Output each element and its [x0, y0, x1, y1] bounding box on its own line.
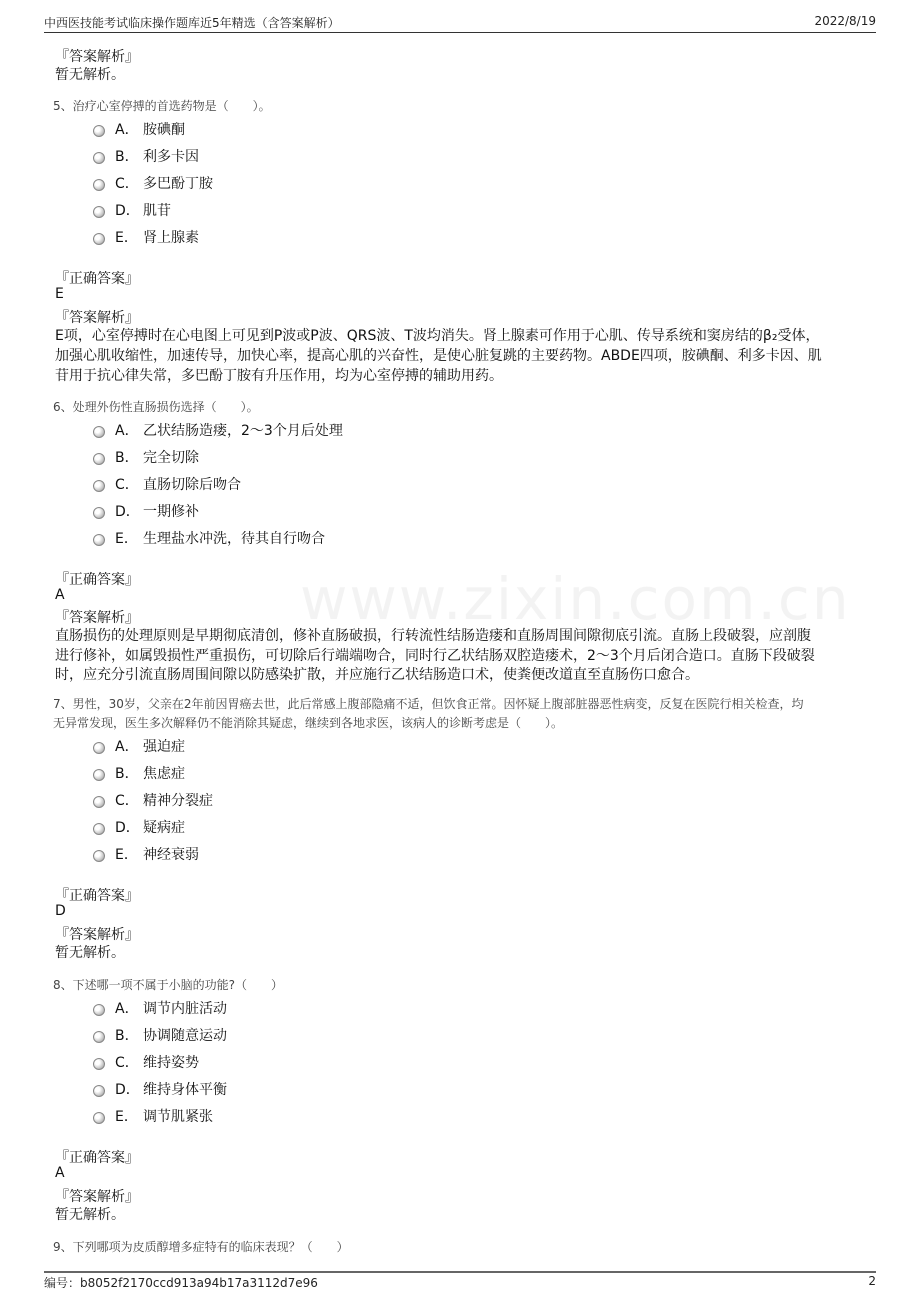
radio-button[interactable]: [93, 206, 105, 218]
option-letter: B．: [115, 149, 139, 165]
analysis-text: 加强心肌收缩性，加速传导，加快心率，提高心肌的兴奋性，是使心脏复跳的主要药物。ABDE四项，胺碘酮、利多卡因、肌: [55, 348, 822, 364]
option-letter: C．: [115, 793, 139, 809]
footer-divider: [44, 1271, 876, 1273]
option-text: 焦虑症: [143, 766, 185, 782]
answer-option[interactable]: [93, 447, 199, 467]
option-text: 乙状结肠造瘘，2～3个月后处理: [143, 423, 343, 439]
correct-answer-value: A: [55, 587, 65, 603]
option-text: 调节内脏活动: [143, 1001, 227, 1017]
radio-button[interactable]: [93, 1112, 105, 1124]
analysis-label: 『答案解析』: [55, 610, 139, 626]
option-text: 胺碘酮: [143, 122, 185, 138]
option-letter: B．: [115, 1028, 139, 1044]
correct-answer-label: 『正确答案』: [55, 1150, 139, 1166]
prev-analysis-label: 『答案解析』: [55, 49, 139, 65]
option-letter: C．: [115, 176, 139, 192]
option-text: 利多卡因: [143, 149, 199, 165]
question-stem: 5、治疗心室停搏的首选药物是（ ）。: [53, 99, 271, 113]
answer-option[interactable]: [93, 474, 241, 494]
option-letter: C．: [115, 1055, 139, 1071]
analysis-label: 『答案解析』: [55, 310, 139, 326]
option-letter: C．: [115, 477, 139, 493]
correct-answer-value: E: [55, 286, 64, 302]
option-letter: A．: [115, 739, 139, 755]
answer-option[interactable]: [93, 173, 213, 193]
radio-button[interactable]: [93, 125, 105, 137]
footer-page-number: 2: [868, 1274, 876, 1288]
radio-button[interactable]: [93, 850, 105, 862]
answer-option[interactable]: [93, 501, 199, 521]
answer-option[interactable]: [93, 763, 185, 783]
header-title: 中西医技能考试临床操作题库近5年精选（含答案解析）: [44, 16, 340, 30]
radio-button[interactable]: [93, 179, 105, 191]
analysis-text: E项，心室停搏时在心电图上可见到P波或P波、QRS波、T波均消失。肾上腺素可作用于心肌、传导系统和窦房结的β₂受体，: [55, 328, 820, 344]
radio-button[interactable]: [93, 1004, 105, 1016]
radio-button[interactable]: [93, 823, 105, 835]
answer-option[interactable]: [93, 528, 325, 548]
answer-option[interactable]: [93, 790, 213, 810]
analysis-label: 『答案解析』: [55, 927, 139, 943]
radio-button[interactable]: [93, 480, 105, 492]
radio-button[interactable]: [93, 152, 105, 164]
correct-answer-label: 『正确答案』: [55, 572, 139, 588]
answer-option[interactable]: [93, 1052, 199, 1072]
answer-option[interactable]: [93, 420, 343, 440]
option-letter: D．: [115, 504, 140, 520]
option-text: 神经衰弱: [143, 847, 199, 863]
analysis-text: 进行修补，如属毁损性严重损伤，可切除后行端端吻合，同时行乙状结肠双腔造瘘术，2～3个月后闭合造口。直肠下段破裂: [55, 648, 815, 664]
option-letter: E．: [115, 230, 138, 246]
prev-analysis-text: 暂无解析。: [55, 67, 125, 83]
question-stem: 无异常发现，医生多次解释仍不能消除其疑虑，继续到各地求医，该病人的诊断考虑是（ ）。: [53, 716, 564, 730]
option-letter: A．: [115, 1001, 139, 1017]
answer-option[interactable]: [93, 1025, 227, 1045]
answer-option[interactable]: [93, 1079, 227, 1099]
analysis-text: 直肠损伤的处理原则是早期彻底清创，修补直肠破损，行转流性结肠造瘘和直肠周围间隙彻底引流。直肠上段破裂，应剖腹: [55, 628, 811, 644]
answer-option[interactable]: [93, 119, 185, 139]
radio-button[interactable]: [93, 796, 105, 808]
option-text: 精神分裂症: [143, 793, 213, 809]
analysis-text: 时，应充分引流直肠周围间隙以防感染扩散，并应施行乙状结肠造口术，使粪便改道直至直肠伤口愈合。: [55, 667, 699, 683]
analysis-text: 暂无解析。: [55, 1207, 125, 1223]
answer-option[interactable]: [93, 998, 227, 1018]
option-text: 完全切除: [143, 450, 199, 466]
option-letter: E．: [115, 847, 138, 863]
option-text: 协调随意运动: [143, 1028, 227, 1044]
answer-option[interactable]: [93, 736, 185, 756]
option-text: 生理盐水冲洗，待其自行吻合: [143, 531, 325, 547]
answer-option[interactable]: [93, 1106, 213, 1126]
analysis-text: 暂无解析。: [55, 945, 125, 961]
correct-answer-label: 『正确答案』: [55, 888, 139, 904]
answer-option[interactable]: [93, 146, 199, 166]
option-text: 疑病症: [143, 820, 185, 836]
answer-option[interactable]: [93, 227, 199, 247]
option-letter: D．: [115, 203, 140, 219]
option-text: 多巴酚丁胺: [143, 176, 213, 192]
option-text: 调节肌紧张: [143, 1109, 213, 1125]
option-text: 维持姿势: [143, 1055, 199, 1071]
option-text: 一期修补: [143, 504, 199, 520]
correct-answer-value: D: [55, 903, 66, 919]
radio-button[interactable]: [93, 769, 105, 781]
option-letter: E．: [115, 1109, 138, 1125]
answer-option[interactable]: [93, 844, 199, 864]
radio-button[interactable]: [93, 453, 105, 465]
radio-button[interactable]: [93, 233, 105, 245]
radio-button[interactable]: [93, 1058, 105, 1070]
option-letter: B．: [115, 450, 139, 466]
option-letter: A．: [115, 122, 139, 138]
question-stem: 6、处理外伤性直肠损伤选择（ ）。: [53, 400, 259, 414]
question-stem: 8、下述哪一项不属于小脑的功能?（ ）: [53, 978, 284, 992]
radio-button[interactable]: [93, 742, 105, 754]
analysis-label: 『答案解析』: [55, 1189, 139, 1205]
option-letter: D．: [115, 820, 140, 836]
option-letter: B．: [115, 766, 139, 782]
header-date: 2022/8/19: [814, 14, 876, 28]
radio-button[interactable]: [93, 507, 105, 519]
question-stem: 9、下列哪项为皮质醇增多症特有的临床表现？（ ）: [53, 1240, 349, 1254]
analysis-text: 苷用于抗心律失常，多巴酚丁胺有升压作用，均为心室停搏的辅助用药。: [55, 368, 503, 384]
option-text: 直肠切除后吻合: [143, 477, 241, 493]
answer-option[interactable]: [93, 817, 185, 837]
radio-button[interactable]: [93, 1031, 105, 1043]
option-letter: A．: [115, 423, 139, 439]
radio-button[interactable]: [93, 426, 105, 438]
answer-option[interactable]: [93, 200, 171, 220]
header-divider: [44, 32, 876, 33]
option-text: 强迫症: [143, 739, 185, 755]
option-text: 维持身体平衡: [143, 1082, 227, 1098]
footer-code: 编号：b8052f2170ccd913a94b17a3112d7e96: [44, 1276, 318, 1290]
option-text: 肌苷: [143, 203, 171, 219]
correct-answer-label: 『正确答案』: [55, 271, 139, 287]
correct-answer-value: A: [55, 1165, 65, 1181]
question-stem: 7、男性，30岁，父亲在2年前因胃癌去世，此后常感上腹部隐痛不适，但饮食正常。因怀疑上腹部脏器恶性病变，反复在医院行相关检查，均: [53, 697, 804, 711]
option-text: 肾上腺素: [143, 230, 199, 246]
option-letter: D．: [115, 1082, 140, 1098]
radio-button[interactable]: [93, 1085, 105, 1097]
watermark: www.zixin.com.cn: [300, 565, 851, 633]
radio-button[interactable]: [93, 534, 105, 546]
option-letter: E．: [115, 531, 138, 547]
